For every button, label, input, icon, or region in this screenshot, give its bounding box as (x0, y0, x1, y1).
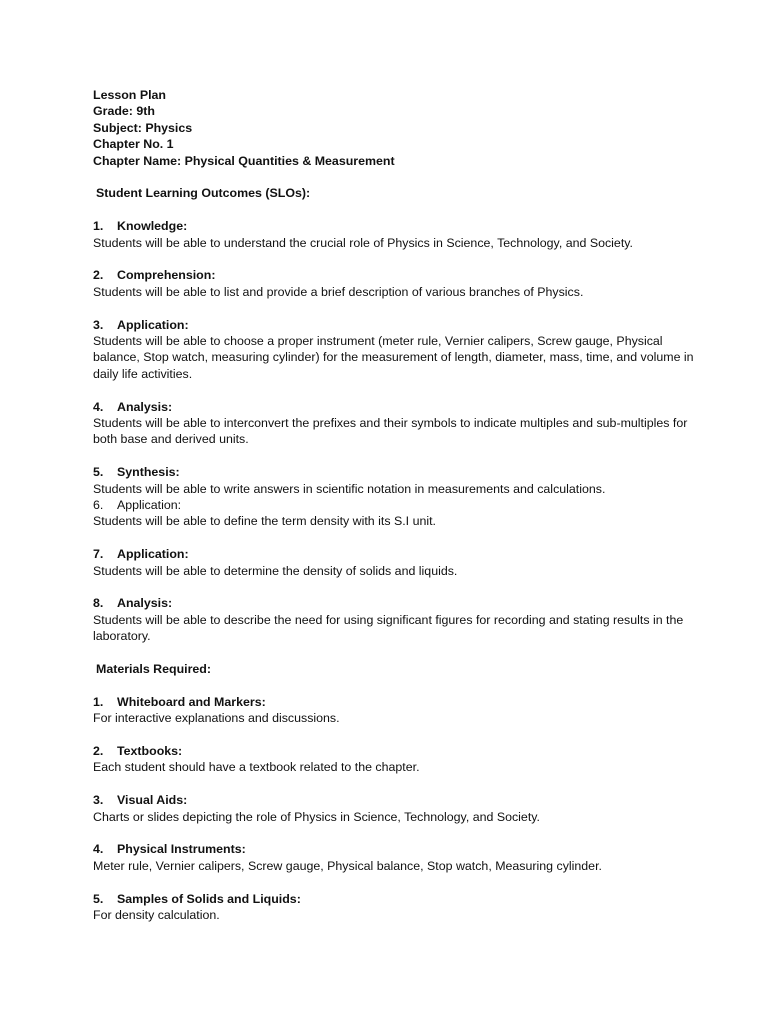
slo-title: Comprehension: (117, 268, 216, 283)
material-number: 5. (93, 891, 104, 906)
slo-text: Students will be able to interconvert the prefixes and their symbols to indicate multiples and sub-multiples for both base and derived units. (93, 416, 688, 447)
material-number: 1. (93, 694, 104, 709)
slo-item (93, 399, 703, 448)
slo-text: Students will be able to write answers in scientific notation in measurements and calculations. (93, 481, 606, 496)
material-text: Charts or slides depicting the role of Physics in Science, Technology, and Society. (93, 809, 540, 824)
material-text: Each student should have a textbook related to the chapter. (93, 760, 420, 775)
slo-title: Knowledge: (117, 219, 188, 234)
slo-number: 7. (93, 547, 104, 562)
slo-text: Students will be able to define the term density with its S.I unit. (93, 514, 436, 529)
material-title: Whiteboard and Markers: (117, 694, 266, 709)
document-title: Lesson Plan (93, 88, 166, 102)
chapter-number-line: Chapter No. 1 (93, 137, 174, 152)
chapter-name-line: Chapter Name: Physical Quantities & Measurement (93, 153, 395, 168)
subject-line: Subject: Physics (93, 120, 193, 135)
slo-item (93, 317, 703, 383)
slo-heading: Student Learning Outcomes (SLOs): (96, 186, 311, 201)
material-number: 4. (93, 842, 104, 857)
material-number: 2. (93, 744, 104, 759)
slo-item (93, 267, 703, 300)
slo-text: Students will be able to describe the need for using significant figures for recording and stating results in the laboratory. (93, 612, 684, 644)
slo-title: Synthesis: (117, 465, 180, 480)
slo-text: Students will be able to list and provide a brief description of various branches of Physics. (93, 284, 584, 299)
slo-text: Students will be able to understand the crucial role of Physics in Science, Technology, and Society. (93, 235, 633, 250)
material-title: Samples of Solids and Liquids: (117, 891, 301, 906)
material-item (93, 891, 703, 924)
slo-number: 2. (93, 268, 104, 283)
slo-number: 8. (93, 596, 104, 611)
slo-text: Students will be able to choose a proper instrument (meter rule, Vernier calipers, Screw gauge, Physical balance, Stop watch, measuring cylinder) for the measurement of length, diameter, mass, time, and volume in daily life activities. (93, 334, 694, 381)
slo-item (93, 218, 703, 251)
material-title: Visual Aids: (117, 793, 188, 808)
slo-title: Analysis: (117, 399, 173, 414)
slo-number: 6. (93, 498, 104, 513)
slo-number: 4. (93, 399, 104, 414)
material-item (93, 841, 703, 874)
slo-title: Application: (117, 317, 189, 332)
slo-title: Application: (117, 498, 182, 513)
material-title: Physical Instruments: (117, 842, 246, 857)
slo-number: 5. (93, 465, 104, 480)
material-text: For interactive explanations and discussions. (93, 711, 340, 726)
material-number: 3. (93, 793, 104, 808)
material-item (93, 743, 703, 776)
slo-number: 1. (93, 219, 104, 234)
slo-title: Application: (117, 547, 189, 562)
slo-text: Students will be able to determine the density of solids and liquids. (93, 563, 458, 578)
slo-item (93, 595, 703, 644)
lesson-plan-document (93, 87, 703, 924)
material-item (93, 792, 703, 825)
material-text: Meter rule, Vernier calipers, Screw gauge, Physical balance, Stop watch, Measuring cylinder. (93, 858, 602, 873)
slo-item (93, 497, 703, 530)
material-title: Textbooks: (117, 744, 183, 759)
lesson-header (93, 87, 703, 169)
slo-item (93, 546, 703, 579)
grade-line: Grade: 9th (93, 104, 155, 119)
materials-heading: Materials Required: (96, 662, 211, 677)
material-item (93, 694, 703, 727)
material-text: For density calculation. (93, 908, 220, 923)
slo-title: Analysis: (117, 596, 173, 611)
slo-number: 3. (93, 317, 104, 332)
slo-item (93, 464, 703, 497)
